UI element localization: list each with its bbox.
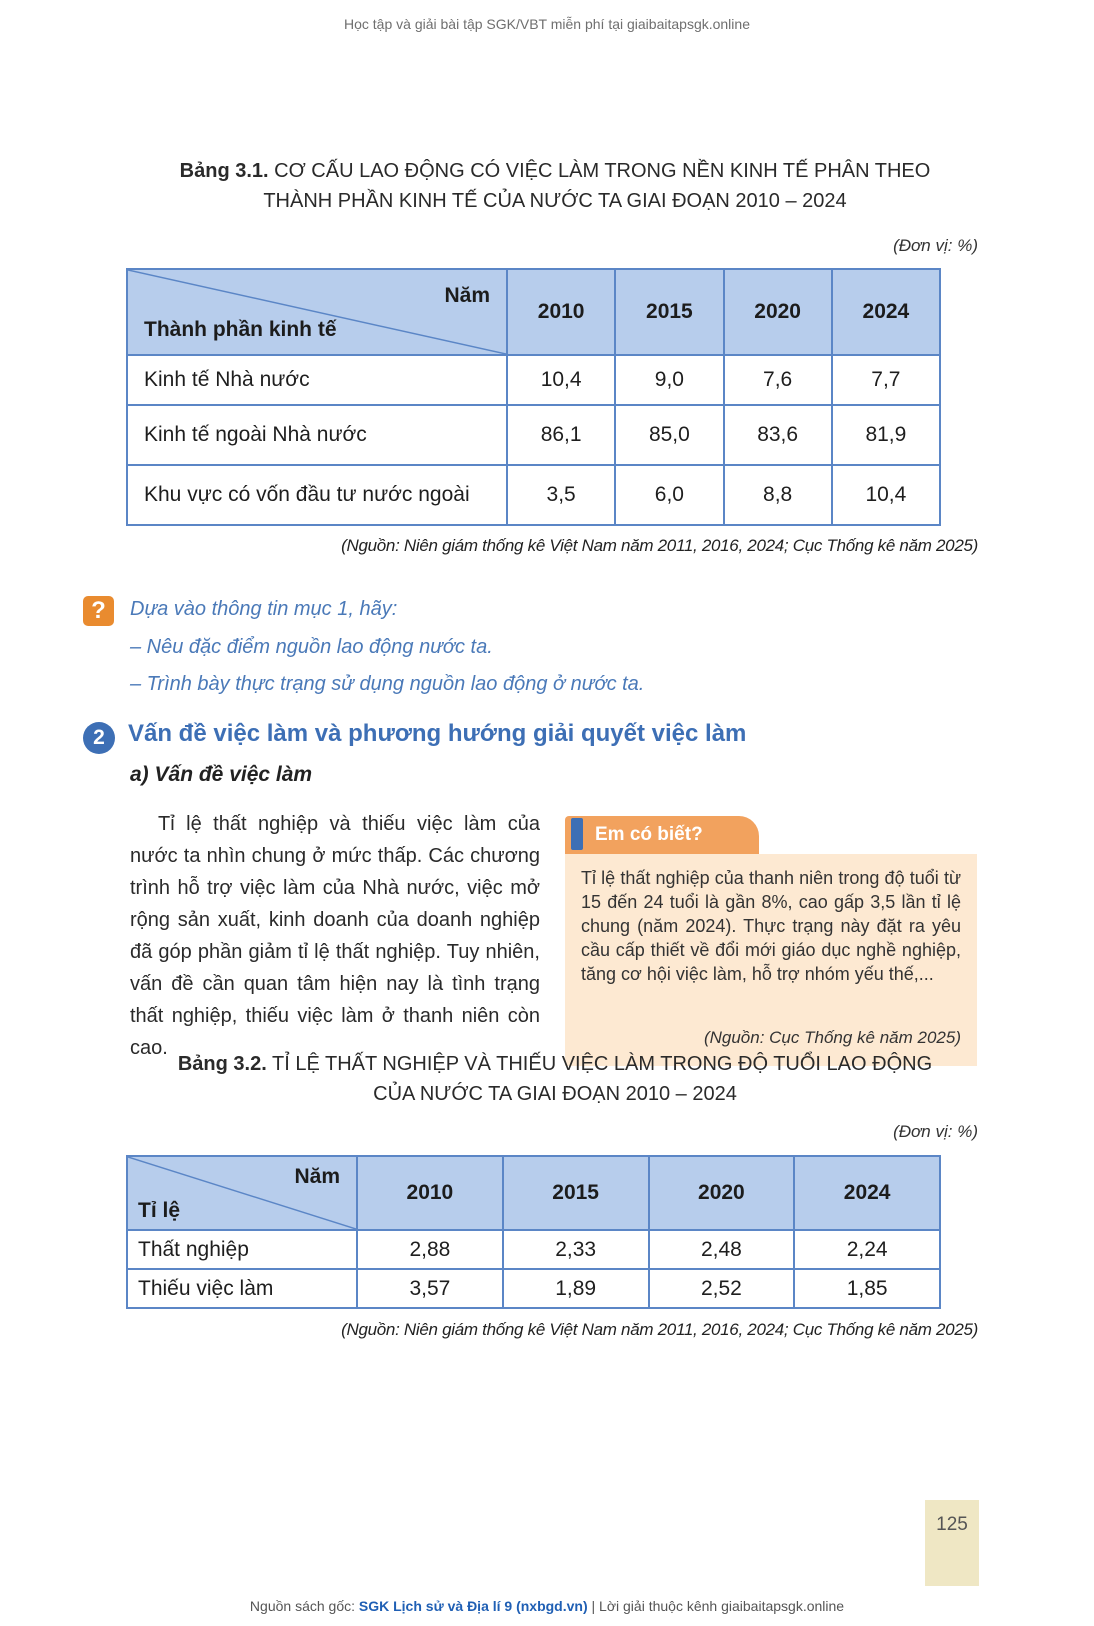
table-row [127,355,940,405]
footer-suffix: | Lời giải thuộc kênh giaibaitapsgk.online [591,1598,845,1614]
cell-value: 10,4 [507,355,615,405]
table1-header-year: Năm [444,284,490,307]
cell-value: 9,0 [615,355,723,405]
table1-header-row: Thành phần kinh tế [144,318,337,341]
table-row [127,465,940,525]
question-line: Dựa vào thông tin mục 1, hãy: [130,598,398,620]
cell-value: 1,85 [794,1269,940,1308]
table-row [127,1269,940,1308]
question-icon: ? [83,596,114,626]
row-label: Khu vực có vốn đầu tư nước ngoài [127,465,507,525]
cell-value: 2,52 [649,1269,795,1308]
table1-unit: (Đơn vị: %) [893,236,978,255]
cell-value: 7,6 [724,355,832,405]
table2-header-row: Tỉ lệ [138,1199,181,1222]
question-line: – Nêu đặc điểm nguồn lao động nước ta. [130,636,493,658]
table2-header-year: Năm [294,1165,340,1188]
cell-value: 6,0 [615,465,723,525]
did-you-know-box [565,816,977,1066]
table2-title-line2: CỦA NƯỚC TA GIAI ĐOẠN 2010 – 2024 [373,1083,737,1105]
cell-value: 3,5 [507,465,615,525]
table1-title [130,156,980,216]
top-watermark: Học tập và giải bài tập SGK/VBT miễn phí tại giaibaitapsgk.online [344,16,750,32]
did-you-know-body [565,854,977,1066]
table1-title-line1: CƠ CẤU LAO ĐỘNG CÓ VIỆC LÀM TRONG NỀN KINH TẾ PHÂN THEO [274,160,931,182]
bookmark-icon [571,818,583,850]
cell-value: 2,48 [649,1230,795,1269]
table2-year-2020: 2020 [649,1156,795,1230]
cell-value: 86,1 [507,405,615,465]
cell-value: 2,33 [503,1230,649,1269]
row-label: Thất nghiệp [127,1230,357,1269]
cell-value: 83,6 [724,405,832,465]
table1-year-2015: 2015 [615,269,723,355]
table1-year-2020: 2020 [724,269,832,355]
body-paragraph: Tỉ lệ thất nghiệp và thiếu việc làm của nước ta nhìn chung ở mức thấp. Các chương trình hỗ trợ việc làm của Nhà nước, việc mở rộng sản xuất, kinh doanh của doanh nghiệp đã góp phần giảm tỉ lệ thất nghiệp. Tuy nhiên, vấn đề cần quan tâm hiện nay là tình trạng thất nghiệp, thiếu việc làm ở thanh niên còn cao. [130,813,540,1059]
table2-unit: (Đơn vị: %) [893,1122,978,1141]
footer-prefix: Nguồn sách gốc: [249,1598,355,1614]
did-you-know-text: Tỉ lệ thất nghiệp của thanh niên trong độ tuổi từ 15 đến 24 tuổi là gần 8%, cao gấp 3,5 lần tỉ lệ chung (năm 2024). Thực trạng này đặt ra yêu cầu cấp thiết về đổi mới giáo dục nghề nghiệp, tăng cơ hội việc làm, hỗ trợ nhóm yếu thế,... [581,868,961,984]
row-label: Kinh tế ngoài Nhà nước [127,405,507,465]
cell-value: 7,7 [832,355,940,405]
table1-source: (Nguồn: Niên giám thống kê Việt Nam năm 2011, 2016, 2024; Cục Thống kê năm 2025) [341,536,978,555]
section-title: Vấn đề việc làm và phương hướng giải quyết việc làm [128,720,747,747]
did-you-know-title: Em có biết? [595,824,703,845]
footer-book-link[interactable]: SGK Lịch sử và Địa lí 9 (nxbgd.vn) [358,1598,588,1614]
table2-title [130,1049,980,1109]
did-you-know-tab [565,816,759,854]
table2-source: (Nguồn: Niên giám thống kê Việt Nam năm 2011, 2016, 2024; Cục Thống kê năm 2025) [341,1320,978,1339]
page-number: 125 [925,1500,979,1586]
table1-year-2010: 2010 [507,269,615,355]
cell-value: 3,57 [357,1269,503,1308]
cell-value: 1,89 [503,1269,649,1308]
table2-year-2024: 2024 [794,1156,940,1230]
table2 [126,1155,941,1309]
cell-value: 85,0 [615,405,723,465]
cell-value: 2,88 [357,1230,503,1269]
table1-title-line2: THÀNH PHẦN KINH TẾ CỦA NƯỚC TA GIAI ĐOẠN 2010 – 2024 [263,190,847,212]
footer [0,1598,1094,1614]
row-label: Thiếu việc làm [127,1269,357,1308]
cell-value: 2,24 [794,1230,940,1269]
table2-year-2010: 2010 [357,1156,503,1230]
table-row [127,405,940,465]
question-line: – Trình bày thực trạng sử dụng nguồn lao động ở nước ta. [130,673,645,695]
table1-title-label: Bảng 3.1. [179,160,269,182]
row-label: Kinh tế Nhà nước [127,355,507,405]
cell-value: 8,8 [724,465,832,525]
table1 [126,268,941,526]
table-row [127,1230,940,1269]
subsection-title: a) Vấn đề việc làm [130,763,313,786]
cell-value: 81,9 [832,405,940,465]
section-number-badge: 2 [83,722,115,754]
table1-header-corner [127,269,507,355]
table2-year-2015: 2015 [503,1156,649,1230]
table2-title-line1: TỈ LỆ THẤT NGHIỆP VÀ THIẾU VIỆC LÀM TRONG ĐỘ TUỔI LAO ĐỘNG [271,1053,933,1075]
table1-year-2024: 2024 [832,269,940,355]
table2-header-corner [127,1156,357,1230]
did-you-know-source: (Nguồn: Cục Thống kê năm 2025) [703,1028,961,1047]
table2-title-label: Bảng 3.2. [177,1053,267,1075]
cell-value: 10,4 [832,465,940,525]
